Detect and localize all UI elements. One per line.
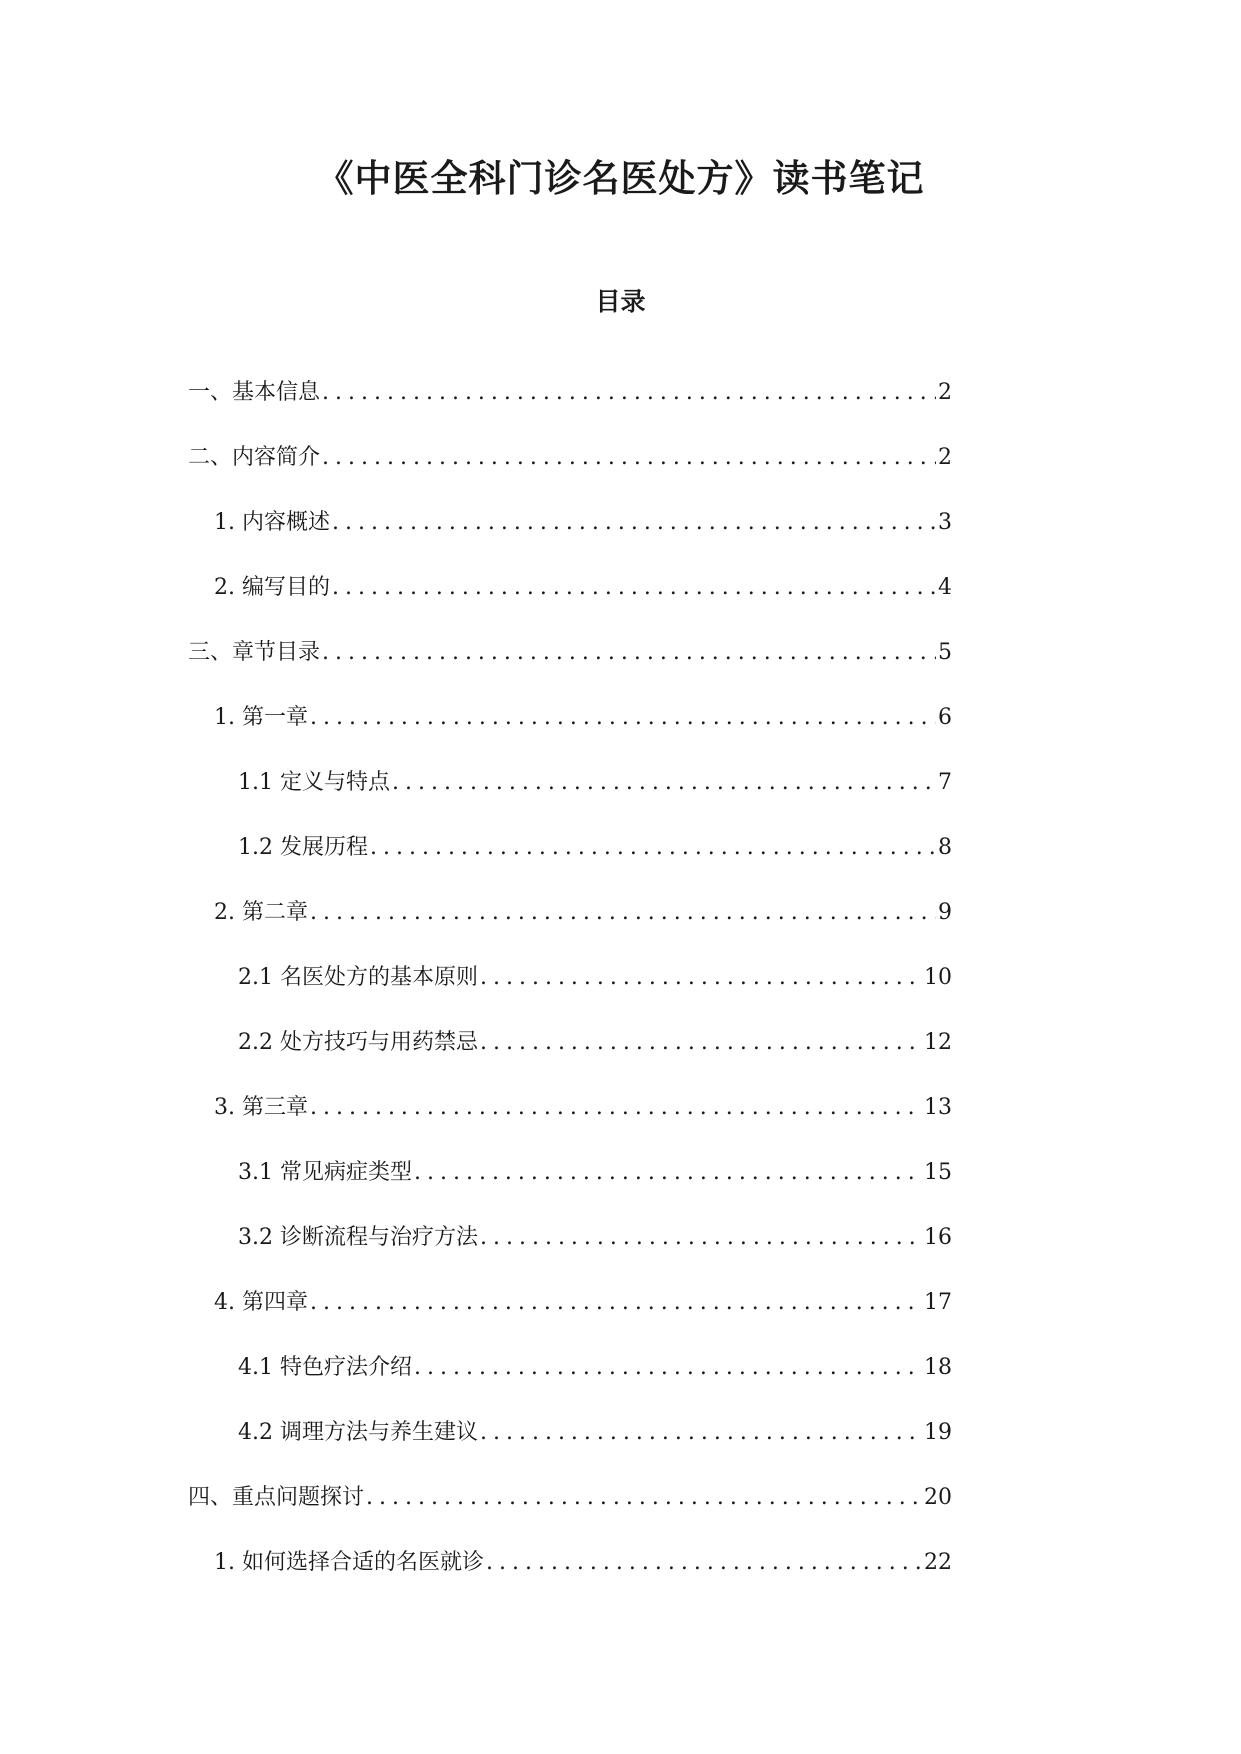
toc-dot-leader xyxy=(322,443,936,473)
toc-page-number: 12 xyxy=(924,1030,952,1055)
toc-entry[interactable] xyxy=(188,1223,952,1288)
toc-page-number: 7 xyxy=(938,770,952,795)
toc-entry-title: 2. 第二章 xyxy=(214,900,308,925)
toc-entry-title: 4. 第四章 xyxy=(214,1290,308,1315)
toc-dot-leader xyxy=(310,1288,922,1318)
toc-dot-leader xyxy=(414,1353,922,1383)
toc-page-number: 15 xyxy=(924,1160,952,1185)
toc-page-number: 3 xyxy=(938,510,952,535)
toc-dot-leader xyxy=(310,703,936,733)
toc-heading: 目录 xyxy=(595,287,646,316)
toc-entry[interactable] xyxy=(188,1418,952,1483)
toc-dot-leader xyxy=(392,768,936,798)
toc-entry-title: 1.1 定义与特点 xyxy=(238,770,390,795)
toc-dot-leader xyxy=(322,638,936,668)
toc-page-number: 4 xyxy=(938,575,952,600)
toc-entry[interactable] xyxy=(188,443,952,508)
toc-page-number: 10 xyxy=(924,965,952,990)
toc-entry-title: 1. 第一章 xyxy=(214,705,308,730)
toc-dot-leader xyxy=(366,1483,922,1513)
toc-entry-title: 3. 第三章 xyxy=(214,1095,308,1120)
toc-entry[interactable] xyxy=(188,703,952,768)
toc-entry[interactable] xyxy=(188,1483,952,1548)
toc-entry[interactable] xyxy=(188,508,952,573)
toc-page-number: 2 xyxy=(938,445,952,470)
toc-entry-title: 一、基本信息 xyxy=(188,380,321,405)
table-of-contents xyxy=(188,378,952,1613)
toc-dot-leader xyxy=(414,1158,922,1188)
toc-page-number: 2 xyxy=(938,380,952,405)
toc-entry[interactable] xyxy=(188,1158,952,1223)
toc-entry[interactable] xyxy=(188,573,952,638)
toc-entry-title: 2.1 名医处方的基本原则 xyxy=(238,965,478,990)
toc-page-number: 13 xyxy=(924,1095,952,1120)
toc-page-number: 19 xyxy=(924,1420,952,1445)
toc-page-number: 16 xyxy=(924,1225,952,1250)
toc-entry[interactable] xyxy=(188,768,952,833)
toc-dot-leader xyxy=(332,508,936,538)
toc-entry[interactable] xyxy=(188,638,952,703)
toc-dot-leader xyxy=(332,573,936,603)
toc-entry-title: 1. 如何选择合适的名医就诊 xyxy=(214,1550,484,1575)
toc-dot-leader xyxy=(480,1418,922,1448)
toc-entry-title: 2.2 处方技巧与用药禁忌 xyxy=(238,1030,478,1055)
toc-page-number: 18 xyxy=(924,1355,952,1380)
toc-entry[interactable] xyxy=(188,378,952,443)
toc-entry[interactable] xyxy=(188,833,952,898)
toc-page-number: 17 xyxy=(924,1290,952,1315)
toc-entry-title: 四、重点问题探讨 xyxy=(188,1485,365,1510)
toc-entry-title: 1. 内容概述 xyxy=(214,510,330,535)
toc-entry-title: 1.2 发展历程 xyxy=(238,835,368,860)
toc-entry-title: 3.2 诊断流程与治疗方法 xyxy=(238,1225,478,1250)
toc-dot-leader xyxy=(310,1093,922,1123)
document-title: 《中医全科门诊名医处方》读书笔记 xyxy=(316,156,925,200)
toc-dot-leader xyxy=(370,833,936,863)
toc-page-number: 8 xyxy=(938,835,952,860)
toc-page-number: 5 xyxy=(938,640,952,665)
toc-dot-leader xyxy=(480,963,922,993)
toc-entry-title: 3.1 常见病症类型 xyxy=(238,1160,412,1185)
toc-entry-title: 4.2 调理方法与养生建议 xyxy=(238,1420,478,1445)
toc-page-number: 22 xyxy=(924,1550,952,1575)
toc-entry-title: 4.1 特色疗法介绍 xyxy=(238,1355,412,1380)
toc-page-number: 6 xyxy=(938,705,952,730)
toc-dot-leader xyxy=(322,378,936,408)
toc-dot-leader xyxy=(480,1028,922,1058)
toc-entry[interactable] xyxy=(188,1288,952,1353)
toc-dot-leader xyxy=(480,1223,922,1253)
toc-entry-title: 二、内容简介 xyxy=(188,445,321,470)
toc-entry[interactable] xyxy=(188,1548,952,1613)
toc-page-number: 9 xyxy=(938,900,952,925)
toc-dot-leader xyxy=(486,1548,922,1578)
toc-page-number: 20 xyxy=(924,1485,952,1510)
toc-entry[interactable] xyxy=(188,963,952,1028)
toc-entry[interactable] xyxy=(188,1093,952,1158)
toc-entry[interactable] xyxy=(188,898,952,963)
toc-dot-leader xyxy=(310,898,936,928)
toc-entry-title: 三、章节目录 xyxy=(188,640,321,665)
toc-entry[interactable] xyxy=(188,1353,952,1418)
toc-entry[interactable] xyxy=(188,1028,952,1093)
toc-entry-title: 2. 编写目的 xyxy=(214,575,330,600)
